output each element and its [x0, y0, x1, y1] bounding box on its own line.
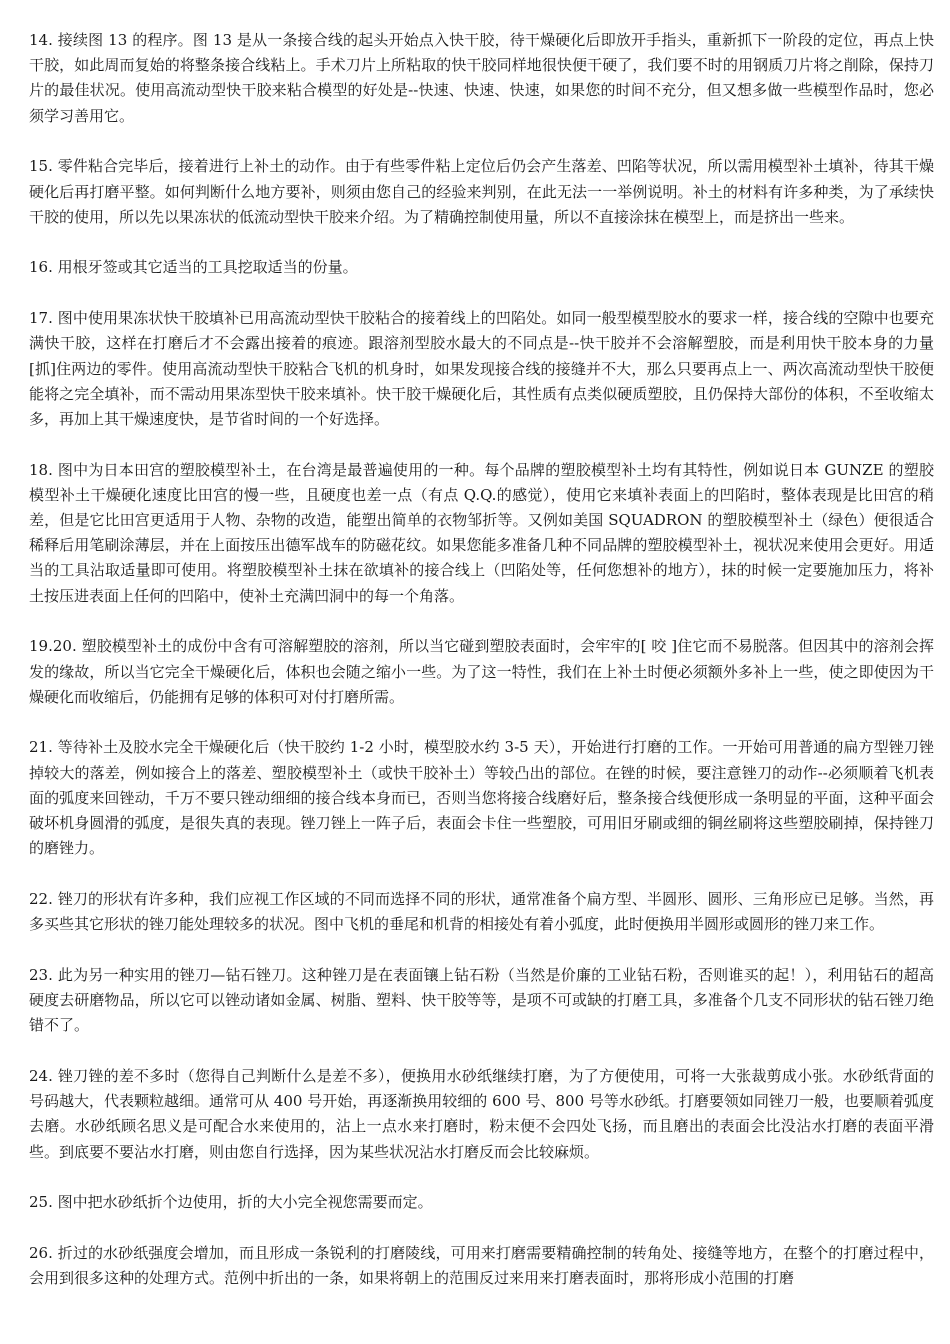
- paragraph-24: 24. 锉刀锉的差不多时（您得自己判断什么是差不多），便换用水砂纸继续打磨，为了方便使用，可将一大张裁剪成小张。水砂纸背面的号码越大，代表颗粒越细。通常可从 400 号开始，再逐渐换用较细的 600 号、800 号等水砂纸。打磨要领如同锉刀一般，也要顺着弧度去磨。水砂纸顾名思义是可配合水来使用的，沾上一点水来打磨时，粉末便不会四处飞扬，而且磨出的表面会比没沾水打磨的表面平滑些。到底要不要沾水打磨，则由您自行选择，因为某些状况沾水打磨反而会比较麻烦。: [29, 1067, 934, 1161]
- paragraph-26: 26. 折过的水砂纸强度会增加，而且形成一条锐利的打磨陵线，可用来打磨需要精确控制的转角处、接缝等地方，在整个的打磨过程中，会用到很多这种的处理方式。范例中折出的一条，如果将朝上的范围反过来用来打磨表面时，那将形成小范围的打磨: [29, 1244, 934, 1288]
- paragraph-17: 17. 图中使用果冻状快干胶填补已用高流动型快干胶粘合的接着线上的凹陷处。如同一般型模型胶水的要求一样，接合线的空隙中也要充满快干胶，这样在打磨后才不会露出接着的痕迹。跟溶剂型胶水最大的不同点是--快干胶并不会溶解塑胶，而是利用快干胶本身的力量[抓]住两边的零件。使用高流动型快干胶粘合飞机的机身时，如果发现接合线的接缝并不大，那么只要再点上一、两次高流动型快干胶便能将之完全填补，而不需动用果冻型快干胶来填补。快干胶干燥硬化后，其性质有点类似硬质塑胶，且仍保持大部份的体积，不至收缩太多，再加上其干燥速度快，是节省时间的一个好选择。: [29, 309, 934, 428]
- paragraph-19-20: 19.20. 塑胶模型补土的成份中含有可溶解塑胶的溶剂，所以当它碰到塑胶表面时，会牢牢的[ 咬 ]住它而不易脱落。但因其中的溶剂会挥发的缘故，所以当它完全干燥硬化后，体积也会随之缩小一些。为了这一特性，我们在上补土时便必须额外多补上一些，使之即使因为干燥硬化而收缩后，仍能拥有足够的体积可对付打磨所需。: [29, 637, 934, 706]
- document-body: [29, 28, 934, 1317]
- paragraph-18: 18. 图中为日本田宫的塑胶模型补土，在台湾是最普遍使用的一种。每个品牌的塑胶模型补土均有其特性，例如说日本 GUNZE 的塑胶模型补土干燥硬化速度比田宫的慢一些，且硬度也差一点（有点 Q.Q.的感觉），使用它来填补表面上的凹陷时，整体表现是比田宫的稍差，但是它比田宫更适用于人物、杂物的改造，能塑出简单的衣物邹折等。又例如美国 SQUADRON 的塑胶模型补土（绿色）便很适合稀释后用笔刷涂薄层，并在上面按压出德军战车的防磁花纹。如果您能多准备几种不同品牌的塑胶模型补土，视状况来使用会更好。用适当的工具沾取适量即可使用。将塑胶模型补土抹在欲填补的接合线上（凹陷处等，任何您想补的地方），抹的时候一定要施加压力，将补土按压进表面上任何的凹陷中，使补土充满凹洞中的每一个角落。: [29, 460, 934, 605]
- paragraph-16: 16. 用根牙签或其它适当的工具挖取适当的份量。: [29, 258, 358, 277]
- paragraph-21: 21. 等待补土及胶水完全干燥硬化后（快干胶约 1-2 小时，模型胶水约 3-5 天），开始进行打磨的工作。一开始可用普通的扁方型锉刀锉掉较大的落差，例如接合上的落差、塑胶模型补土（或快干胶补土）等较凸出的部位。在锉的时候，要注意锉刀的动作--必须顺着飞机表面的弧度来回锉动，千万不要只锉动细细的接合线本身而已，否则当您将接合线磨好后，整条接合线便形成一条明显的平面，这种平面会破坏机身圆滑的弧度，是很失真的表现。锉刀锉上一阵子后，表面会卡住一些塑胶，可用旧牙刷或细的铜丝刷将这些塑胶刷掉，保持锉刀的磨锉力。: [29, 738, 934, 858]
- paragraph-14: 14. 接续图 13 的程序。图 13 是从一条接合线的起头开始点入快干胶，待干燥硬化后即放开手指头，重新抓下一阶段的定位，再点上快干胶，如此周而复始的将整条接合线粘上。手术刀片上所粘取的快干胶同样地很快便干硬了，我们要不时的用钢质刀片将之削除，保持刀片的最佳状况。使用高流动型快干胶来粘合模型的好处是--快速、快速、快速，如果您的时间不充分，但又想多做一些模型作品时，您必须学习善用它。: [29, 31, 934, 125]
- paragraph-25: 25. 图中把水砂纸折个边使用，折的大小完全视您需要而定。: [29, 1193, 433, 1212]
- paragraph-15: 15. 零件粘合完毕后，接着进行上补土的动作。由于有些零件粘上定位后仍会产生落差、凹陷等状况，所以需用模型补土填补，待其干燥硬化后再打磨平整。如何判断什么地方要补，则须由您自己的经验来判别，在此无法一一举例说明。补土的材料有许多种类，为了承续快干胶的使用，所以先以果冻状的低流动型快干胶来介绍。为了精确控制使用量，所以不直接涂抹在模型上，而是挤出一些来。: [29, 157, 934, 226]
- paragraph-23: 23. 此为另一种实用的锉刀—钻石锉刀。这种锉刀是在表面镶上钻石粉（当然是价廉的工业钻石粉，否则谁买的起！），利用钻石的超高硬度去研磨物品，所以它可以锉动诸如金属、树脂、塑料、快干胶等等，是项不可或缺的打磨工具，多准备个几支不同形状的钻石锉刀绝错不了。: [29, 965, 934, 1035]
- paragraph-22: 22. 锉刀的形状有许多种，我们应视工作区域的不同而选择不同的形状，通常准备个扁方型、半圆形、圆形、三角形应已足够。当然，再多买些其它形状的锉刀能处理较多的状况。图中飞机的垂尾和机背的相接处有着小弧度，此时便换用半圆形或圆形的锉刀来工作。: [29, 889, 934, 934]
